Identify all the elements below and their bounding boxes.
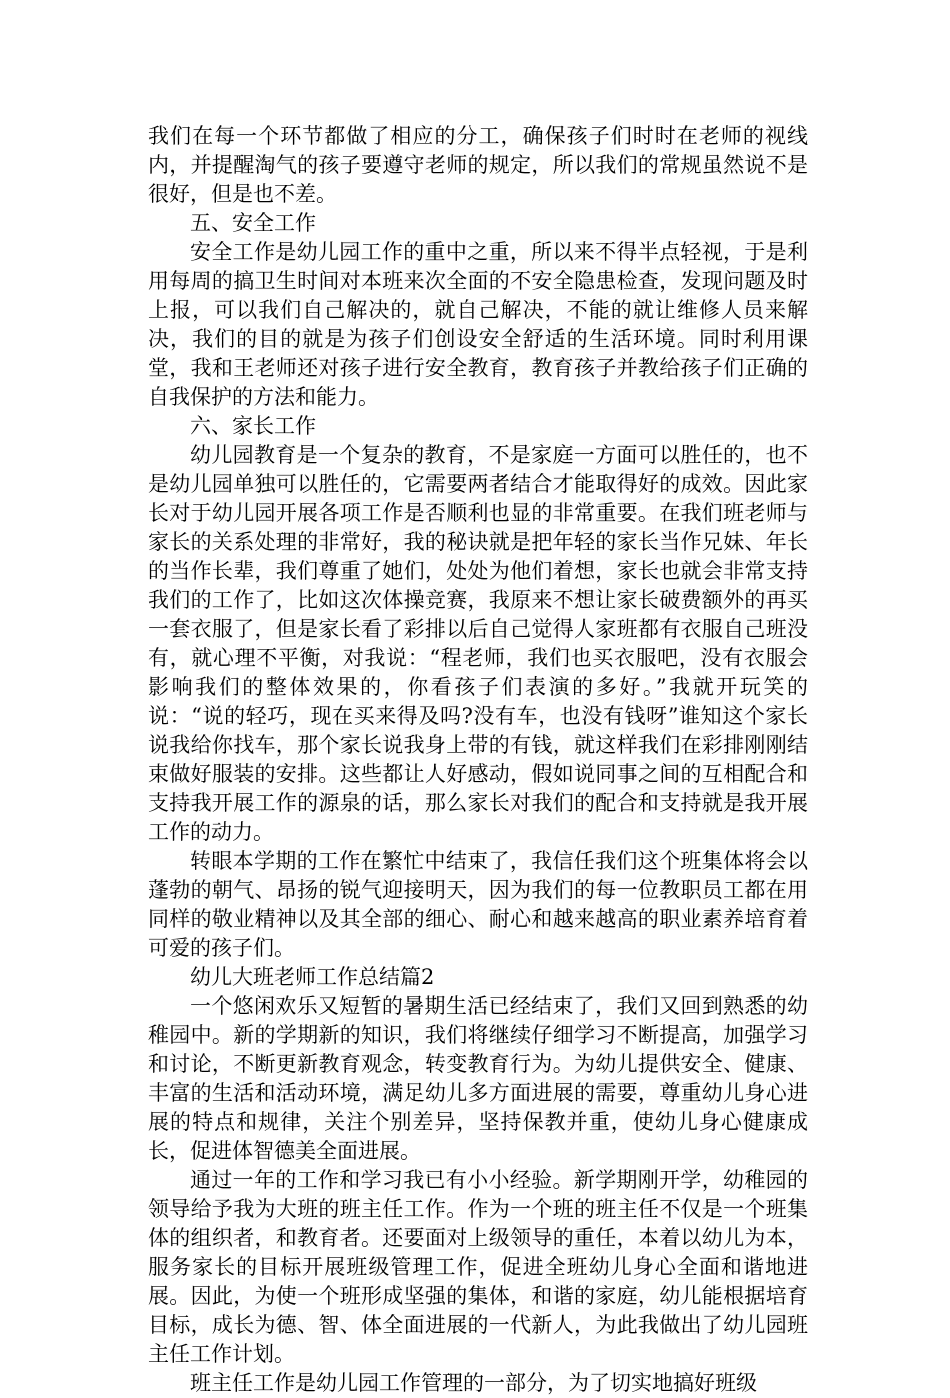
paragraph-conclusion: 转眼本学期的工作在繁忙中结束了，我信任我们这个班集体将会以蓬勃的朝气、昂扬的锐气迎接明天，因为我们的每一位教职员工都在用同样的敬业精神以及其全部的细心、耐心和越来越高的职业素养培育着可爱的孩子们。 (148, 849, 808, 960)
paragraph-parents: 幼儿园教育是一个复杂的教育，不是家庭一方面可以胜任的，也不是幼儿园单独可以胜任的，它需要两者结合才能取得好的成效。因此家长对于幼儿园开展各项工作是否顺利也显的非常重要。在我们班老师与家长的关系处理的非常好，我的秘诀就是把年轻的家长当作兄妹、年长的当作长辈，我们尊重了她们，处处为他们着想，家长也就会非常支持我们的工作了，比如这次体操竞赛，我原来不想让家长破费额外的再买一套衣服了，但是家长看了彩排以后自己觉得人家班都有衣服自己班没有，就心理不平衡，对我说：“程老师，我们也买衣服吧，没有衣服会影响我们的整体效果的，你看孩子们表演的多好。”我就开玩笑的说：“说的轻巧，现在买来得及吗?没有车，也没有钱呀”谁知这个家长说我给你找车，那个家长说我身上带的有钱，就这样我们在彩排刚刚结束做好服装的安排。这些都让人好感动，假如说同事之间的互相配合和支持我开展工作的源泉的话，那么家长对我们的配合和支持就是我开展工作的动力。 (148, 443, 808, 844)
paragraph-class-teacher: 通过一年的工作和学习我已有小小经验。新学期刚开学，幼稚园的领导给予我为大班的班主任工作。作为一个班的班主任不仅是一个班集体的组织者，和教育者。还要面对上级领导的重任，本着以幼儿为本，服务家长的目标开展班级管理工作，促进全班幼儿身心全面和谐地进展。因此，为使一个班形成坚强的集体，和谐的家庭，幼儿能根据培育目标，成长为德、智、体全面进展的一代新人，为此我做出了幼儿园班主任工作计划。 (148, 1168, 808, 1366)
section-heading-safety: 五、安全工作 (190, 211, 316, 235)
paragraph-routine-continued: 我们在每一个环节都做了相应的分工，确保孩子们时时在老师的视线内，并提醒淘气的孩子要遵守老师的规定，所以我们的常规虽然说不是很好，但是也不差。 (148, 124, 808, 206)
paragraph-class-management: 班主任工作是幼儿园工作管理的一部分，为了切实地搞好班级 (190, 1371, 757, 1395)
article-title-part-2: 幼儿大班老师工作总结篇2 (190, 965, 435, 989)
section-heading-parents: 六、家长工作 (190, 414, 316, 438)
paragraph-safety: 安全工作是幼儿园工作的重中之重，所以来不得半点轻视，于是利用每周的搞卫生时间对本班来次全面的不安全隐患检查，发现问题及时上报，可以我们自己解决的，就自己解决，不能的就让维修人员来解决，我们的目的就是为孩子们创设安全舒适的生活环境。同时利用课堂，我和王老师还对孩子进行安全教育，教育孩子并教给孩子们正确的自我保护的方法和能力。 (148, 240, 808, 409)
document-body (148, 122, 808, 1398)
paragraph-new-term: 一个悠闲欢乐又短暂的暑期生活已经结束了，我们又回到熟悉的幼稚园中。新的学期新的知识，我们将继续仔细学习不断提高，加强学习和讨论，不断更新教育观念，转变教育行为。为幼儿提供安全、健康、丰富的生活和活动环境，满足幼儿多方面进展的需要，尊重幼儿身心进展的特点和规律，关注个别差异，坚持保教并重，使幼儿身心健康成长，促进体智德美全面进展。 (148, 994, 808, 1163)
